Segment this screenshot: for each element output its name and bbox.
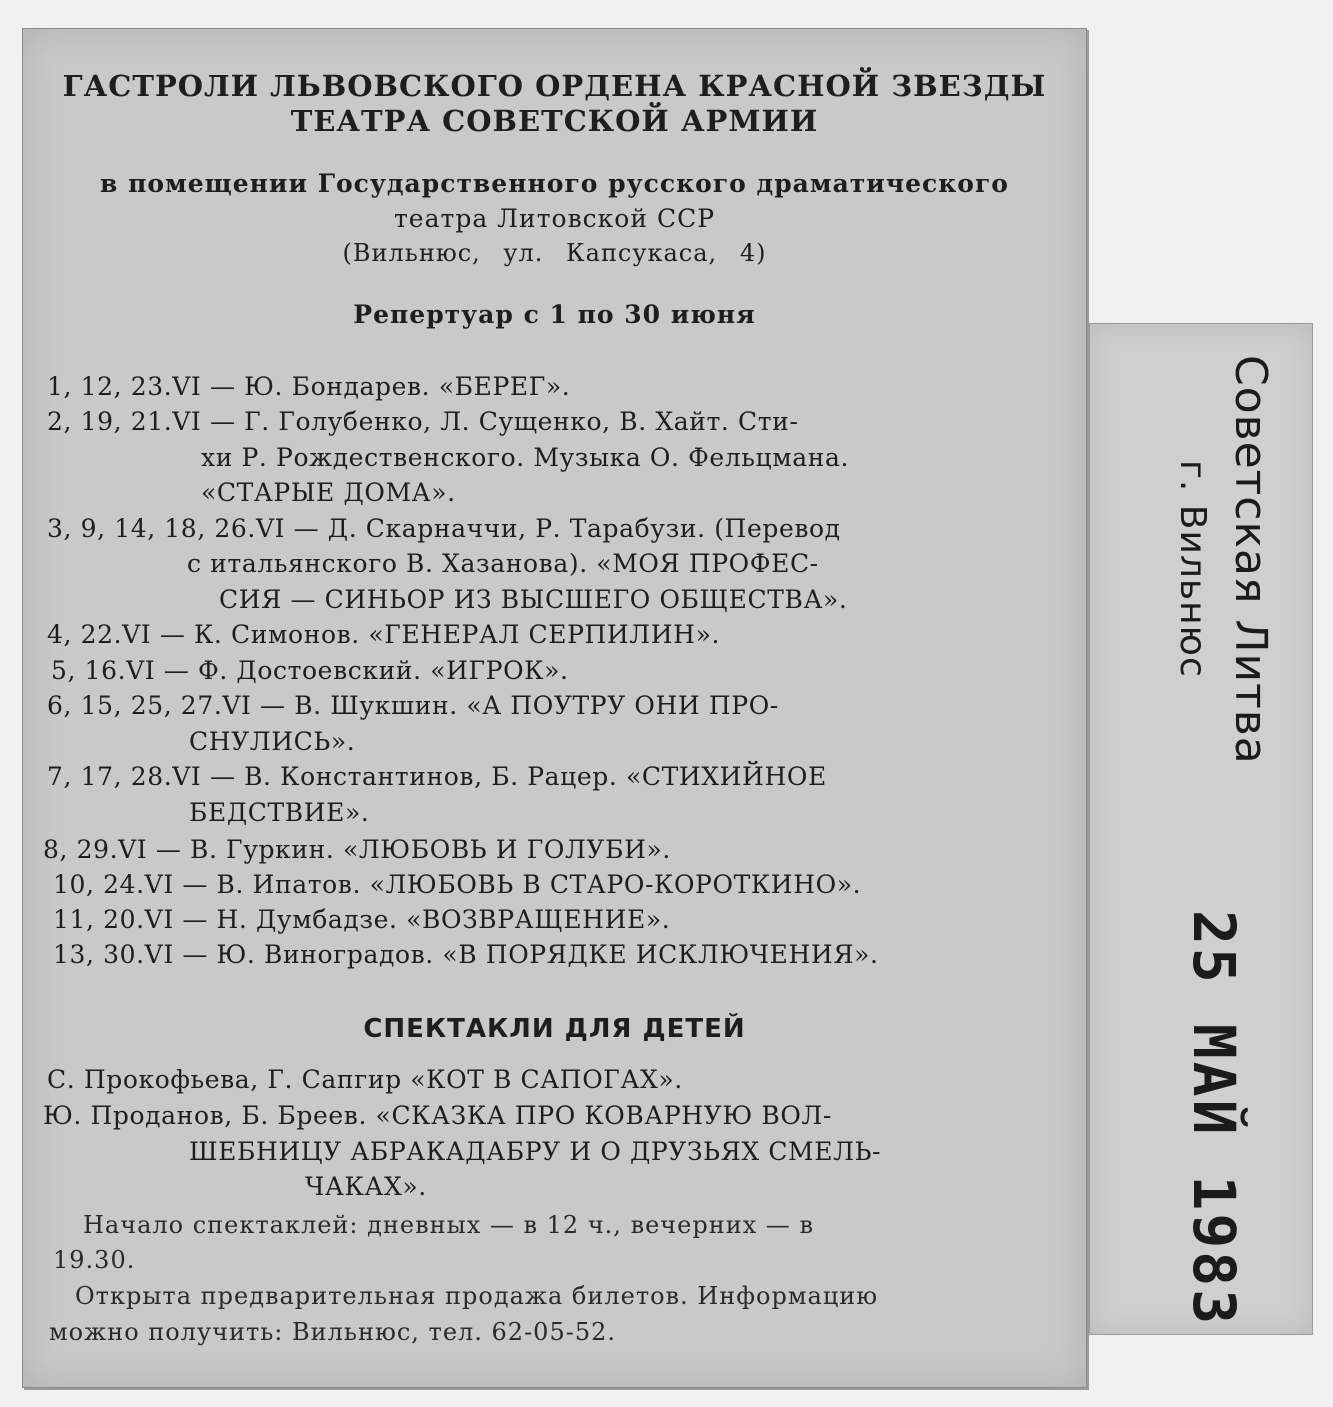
header-line-1: ГАСТРОЛИ ЛЬВОВСКОГО ОРДЕНА КРАСНОЙ ЗВЕЗДЫ [62, 69, 1047, 103]
kids-line: Ю. Проданов, Б. Бреев. «СКАЗКА ПРО КОВАРНУЮ ВОЛ- [43, 1101, 832, 1130]
repertoire-line: 6, 15, 25, 27.VI — В. Шукшин. «А ПОУТРУ ОНИ ПРО- [47, 691, 779, 720]
note-line: 19.30. [53, 1246, 136, 1274]
newspaper-clipping [22, 28, 1087, 1388]
location-address: (Вильнюс, ул. Капсукаса, 4) [342, 239, 767, 267]
repertoire-line: 8, 29.VI — В. Гуркин. «ЛЮБОВЬ И ГОЛУБИ». [43, 835, 671, 864]
kids-line: С. Прокофьева, Г. Сапгир «КОТ В САПОГАХ». [47, 1065, 683, 1094]
repertoire-line: 11, 20.VI — Н. Думбадзе. «ВОЗВРАЩЕНИЕ». [53, 905, 671, 934]
note-line: можно получить: Вильнюс, тел. 62-05-52. [49, 1318, 616, 1346]
note-line: Открыта предварительная продажа билетов. Информацию [75, 1282, 879, 1310]
location-line-2: театра Литовской ССР [393, 204, 716, 233]
note-line: Начало спектаклей: дневных — в 12 ч., вечерних — в [83, 1211, 815, 1239]
kids-section-title: СПЕКТАКЛИ ДЛЯ ДЕТЕЙ [363, 1014, 746, 1044]
kids-line: ШЕБНИЦУ АБРАКАДАБРУ И О ДРУЗЬЯХ СМЕЛЬ- [189, 1137, 882, 1166]
repertoire-title: Репертуар с 1 по 30 июня [353, 300, 756, 329]
repertoire-line: 10, 24.VI — В. Ипатов. «ЛЮБОВЬ В СТАРО-КОРОТКИНО». [53, 870, 862, 899]
repertoire-line: СНУЛИСЬ». [189, 727, 356, 756]
header-line-2: ТЕАТРА СОВЕТСКОЙ АРМИИ [290, 104, 819, 138]
date-stamp: 25 МАЙ 1983 [1180, 910, 1248, 1328]
repertoire-line: 13, 30.VI — Ю. Виноградов. «В ПОРЯДКЕ ИСКЛЮЧЕНИЯ». [53, 940, 879, 969]
newspaper-name: Советская Литва [1225, 355, 1276, 765]
repertoire-line: хи Р. Рождественского. Музыка О. Фельцмана. [201, 443, 850, 472]
repertoire-line: «СТАРЫЕ ДОМА». [201, 478, 456, 507]
repertoire-line: с итальянского В. Хазанова). «МОЯ ПРОФЕС- [187, 549, 819, 578]
repertoire-line: СИЯ — СИНЬОР ИЗ ВЫСШЕГО ОБЩЕСТВА». [219, 585, 848, 614]
repertoire-line: 1, 12, 23.VI — Ю. Бондарев. «БЕРЕГ». [47, 372, 571, 401]
location-line-1: в помещении Государственного русского драматического [100, 169, 1009, 198]
repertoire-line: 3, 9, 14, 18, 26.VI — Д. Скарначчи, Р. Тарабузи. (Перевод [47, 514, 841, 543]
repertoire-line: 7, 17, 28.VI — В. Константинов, Б. Рацер. «СТИХИЙНОЕ [47, 762, 827, 791]
repertoire-line: БЕДСТВИЕ». [189, 798, 370, 827]
repertoire-line: 4, 22.VI — К. Симонов. «ГЕНЕРАЛ СЕРПИЛИН». [47, 620, 721, 649]
newspaper-city: г. Вильнюс [1172, 460, 1213, 678]
repertoire-line: 2, 19, 21.VI — Г. Голубенко, Л. Сущенко, В. Хайт. Сти- [47, 407, 799, 436]
kids-line: ЧАКАХ». [305, 1172, 427, 1201]
repertoire-line: 5, 16.VI — Ф. Достоевский. «ИГРОК». [51, 656, 569, 685]
